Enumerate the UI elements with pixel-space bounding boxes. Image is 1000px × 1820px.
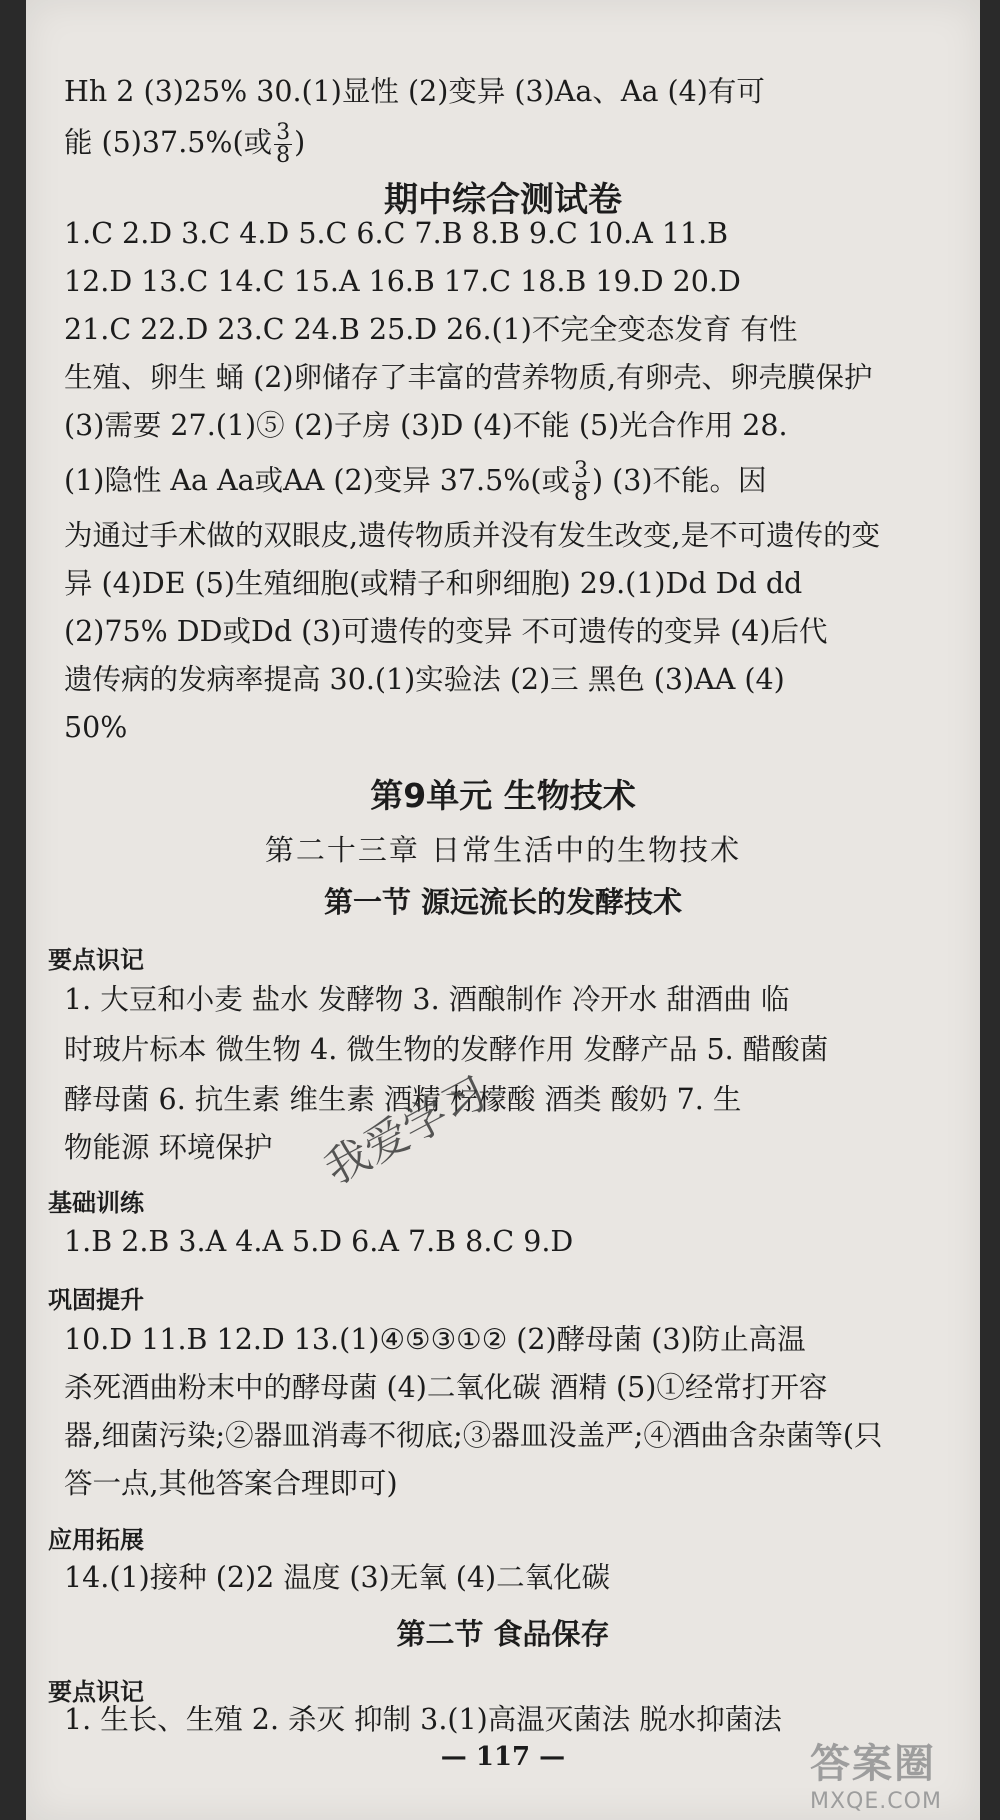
watermark-brand: 答案圈 [810,1741,936,1787]
text-line: 1.B 2.B 3.A 4.A 5.D 6.A 7.B 8.C 9.D [64,1225,574,1258]
section-title: 第二节 食品保存 [396,1617,610,1651]
answer-page [26,0,980,1820]
section-heading: 要点识记 [48,946,144,974]
text-line [64,122,960,167]
watermark-logo [810,1732,980,1814]
section-title: 第一节 源远流长的发酵技术 [323,885,683,919]
text-line: 50% [64,711,128,744]
text-line: (3)需要 27.(1)⑤ (2)子房 (3)D (4)不能 (5)光合作用 28. [64,409,788,442]
text-fragment: 能 (5)37.5%(或 [64,126,273,159]
chapter-title: 第二十三章 日常生活中的生物技术 [264,833,742,867]
fraction [572,460,590,505]
text-line: 14.(1)接种 (2)2 温度 (3)无氧 (4)二氧化碳 [64,1561,611,1594]
midterm-title: 期中综合测试卷 [384,180,622,220]
page-number: — 117 — [440,1742,566,1772]
fraction-denominator: 8 [276,143,291,168]
handwritten-stamp [311,1057,496,1196]
handwritten-text: 我爱学习 [316,1067,496,1195]
text-line: 时玻片标本 微生物 4. 微生物的发酵作用 发酵产品 5. 醋酸菌 [64,1033,829,1066]
text-line: 10.D 11.B 12.D 13.(1)④⑤③①② (2)酵母菌 (3)防止高温 [64,1323,806,1356]
unit-title: 第9单元 生物技术 [370,776,636,815]
text-line: 异 (4)DE (5)生殖细胞(或精子和卵细胞) 29.(1)Dd Dd dd [64,567,803,600]
text-line: 21.C 22.D 23.C 24.B 25.D 26.(1)不完全变态发育 有性 [64,313,798,346]
fraction-numerator: 3 [276,120,291,145]
text-fragment: ) [294,126,306,159]
watermark-url: MXQE.COM [810,1789,942,1814]
text-line: Hh 2 (3)25% 30.(1)显性 (2)变异 (3)Aa、Aa (4)有可 [64,75,765,108]
text-line: 为通过手术做的双眼皮,遗传物质并没有发生改变,是不可遗传的变 [64,519,881,552]
fraction-denominator: 8 [573,481,588,506]
text-line: (2)75% DD或Dd (3)可遗传的变异 不可遗传的变异 (4)后代 [64,615,828,648]
text-line: 12.D 13.C 14.C 15.A 16.B 17.C 18.B 19.D 20.D [64,265,741,298]
fraction-numerator: 3 [573,458,588,483]
text-line: 答一点,其他答案合理即可) [64,1467,398,1500]
section-heading: 要点识记 [48,1678,144,1706]
text-line: 杀死酒曲粉末中的酵母菌 (4)二氧化碳 酒精 (5)①经常打开容 [64,1371,828,1404]
text-line: 生殖、卵生 蛹 (2)卵储存了丰富的营养物质,有卵壳、卵壳膜保护 [64,361,873,394]
fraction [274,122,292,167]
text-line: 1. 生长、生殖 2. 杀灭 抑制 3.(1)高温灭菌法 脱水抑菌法 [64,1703,782,1736]
text-line: 1.C 2.D 3.C 4.D 5.C 6.C 7.B 8.B 9.C 10.A 11.B [64,217,729,250]
text-line: 遗传病的发病率提高 30.(1)实验法 (2)三 黑色 (3)AA (4) [64,663,785,696]
section-heading: 基础训练 [48,1189,144,1217]
text-line: 1. 大豆和小麦 盐水 发酵物 3. 酒酿制作 冷开水 甜酒曲 临 [64,983,790,1016]
text-fragment: ) (3)不能。因 [591,464,767,497]
section-heading: 应用拓展 [48,1526,144,1554]
text-line: 物能源 环境保护 [64,1131,273,1164]
section-heading: 巩固提升 [48,1286,144,1314]
text-line: 器,细菌污染;②器皿消毒不彻底;③器皿没盖严;④酒曲含杂菌等(只 [64,1419,883,1452]
text-fragment: (1)隐性 Aa Aa或AA (2)变异 37.5%(或 [64,464,570,497]
text-line: 酵母菌 6. 抗生素 维生素 酒精 柠檬酸 酒类 酸奶 7. 生 [64,1083,742,1116]
text-line [64,460,960,505]
